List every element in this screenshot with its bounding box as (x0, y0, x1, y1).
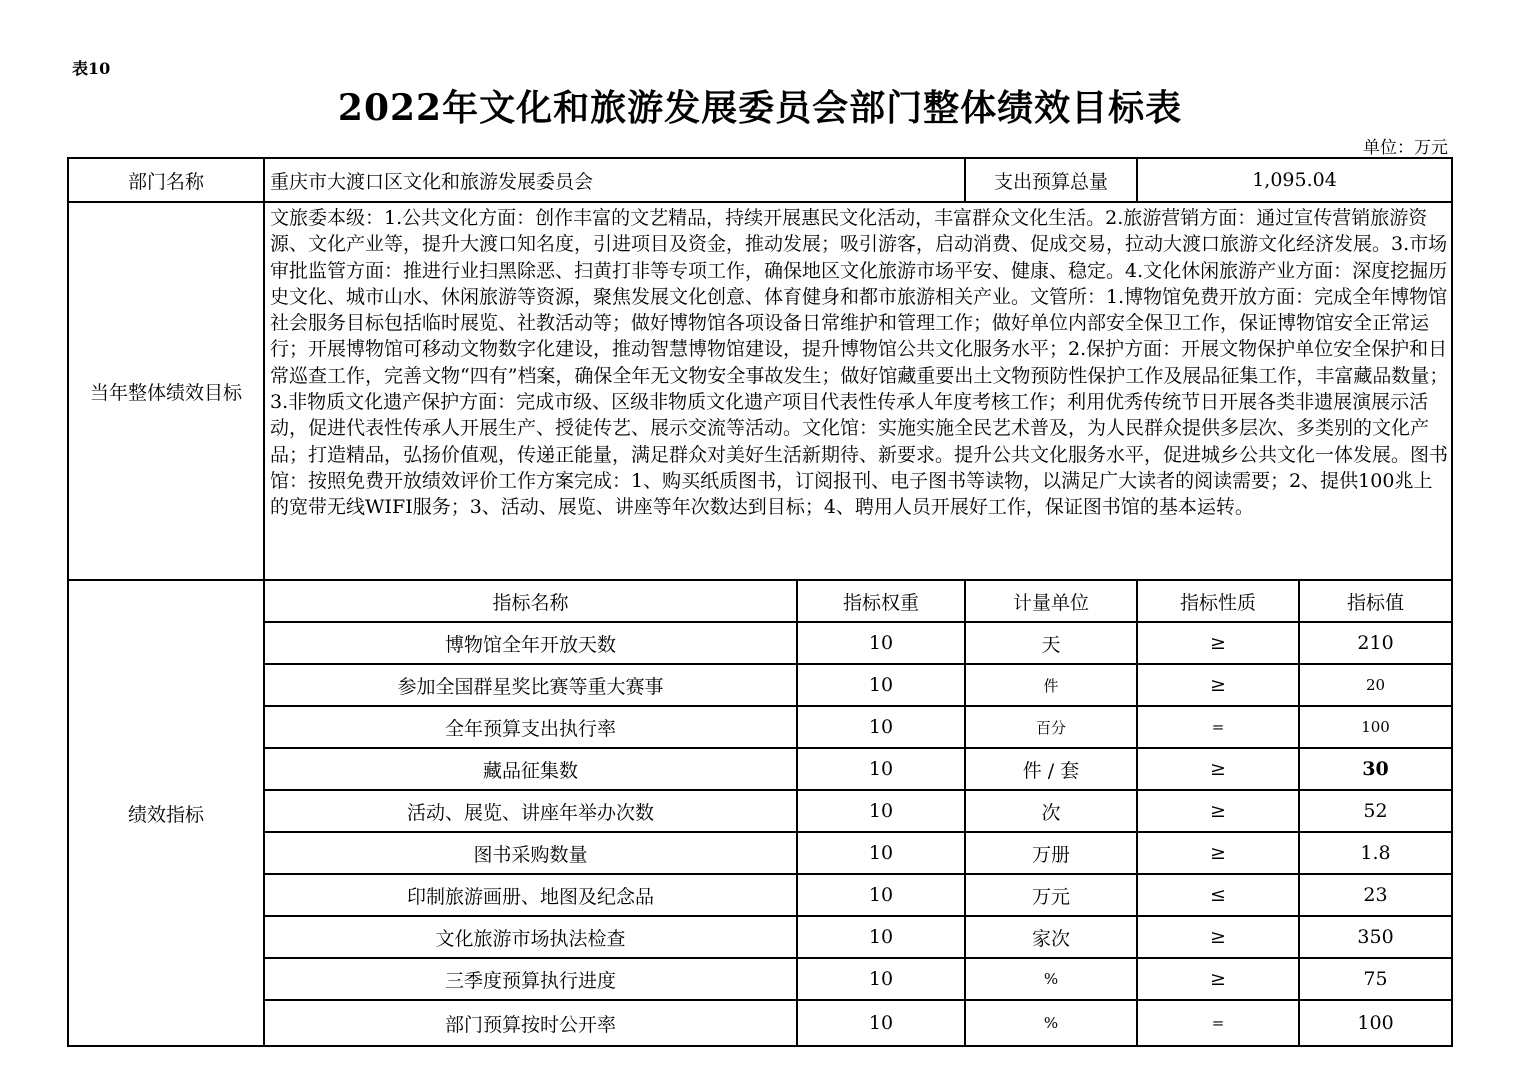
indicator-weight: 10 (797, 1000, 965, 1046)
dept-value: 重庆市大渡口区文化和旅游发展委员会 (264, 158, 965, 202)
indicator-name: 参加全国群星奖比赛等重大赛事 (264, 664, 797, 706)
table-number: 表10 (72, 59, 111, 78)
dept-label: 部门名称 (68, 158, 264, 202)
col-header-weight: 指标权重 (797, 580, 965, 622)
table-row (68, 706, 1452, 748)
indicator-nature: ≥ (1137, 664, 1299, 706)
indicator-value: 75 (1299, 958, 1452, 1000)
goal-row (68, 202, 1452, 580)
performance-table (67, 157, 1453, 1047)
indicator-name: 博物馆全年开放天数 (264, 622, 797, 664)
indicator-weight: 10 (797, 874, 965, 916)
table-row (68, 622, 1452, 664)
indicators-label: 绩效指标 (68, 580, 264, 1046)
indicator-nature: = (1137, 1000, 1299, 1046)
indicator-unit: 次 (965, 790, 1137, 832)
col-header-unit: 计量单位 (965, 580, 1137, 622)
indicator-value: 350 (1299, 916, 1452, 958)
header-row (68, 158, 1452, 202)
budget-label: 支出预算总量 (965, 158, 1137, 202)
unit-note: 单位：万元 (1363, 138, 1448, 158)
col-header-nature: 指标性质 (1137, 580, 1299, 622)
indicator-weight: 10 (797, 958, 965, 1000)
indicator-nature: ≥ (1137, 916, 1299, 958)
indicator-name: 活动、展览、讲座年举办次数 (264, 790, 797, 832)
indicator-name: 全年预算支出执行率 (264, 706, 797, 748)
indicator-nature: ≥ (1137, 748, 1299, 790)
table-row (68, 874, 1452, 916)
indicator-header-row (68, 580, 1452, 622)
indicator-value: 30 (1299, 748, 1452, 790)
indicator-weight: 10 (797, 832, 965, 874)
goal-label: 当年整体绩效目标 (68, 202, 264, 580)
indicator-name: 文化旅游市场执法检查 (264, 916, 797, 958)
indicator-value: 100 (1299, 1000, 1452, 1046)
page-title: 2022年文化和旅游发展委员会部门整体绩效目标表 (337, 87, 1183, 129)
indicator-unit: 百分 (965, 706, 1137, 748)
table-row (68, 664, 1452, 706)
indicator-name: 部门预算按时公开率 (264, 1000, 797, 1046)
indicator-unit: % (965, 958, 1137, 1000)
indicator-name: 印制旅游画册、地图及纪念品 (264, 874, 797, 916)
indicator-value: 23 (1299, 874, 1452, 916)
table-row (68, 748, 1452, 790)
table-row (68, 1000, 1452, 1046)
indicator-weight: 10 (797, 790, 965, 832)
indicator-unit: 天 (965, 622, 1137, 664)
indicator-value: 100 (1299, 706, 1452, 748)
table-row (68, 958, 1452, 1000)
indicator-unit: 件 (965, 664, 1137, 706)
indicator-name: 图书采购数量 (264, 832, 797, 874)
indicator-weight: 10 (797, 748, 965, 790)
indicator-value: 1.8 (1299, 832, 1452, 874)
col-header-value: 指标值 (1299, 580, 1452, 622)
indicator-value: 20 (1299, 664, 1452, 706)
indicator-weight: 10 (797, 664, 965, 706)
indicator-weight: 10 (797, 916, 965, 958)
indicator-unit: 万元 (965, 874, 1137, 916)
indicator-nature: ≤ (1137, 874, 1299, 916)
indicator-nature: = (1137, 706, 1299, 748)
indicator-name: 三季度预算执行进度 (264, 958, 797, 1000)
indicator-nature: ≥ (1137, 832, 1299, 874)
indicator-nature: ≥ (1137, 622, 1299, 664)
table-row (68, 790, 1452, 832)
indicator-nature: ≥ (1137, 790, 1299, 832)
indicator-unit: 万册 (965, 832, 1137, 874)
indicator-unit: % (965, 1000, 1137, 1046)
indicator-unit: 家次 (965, 916, 1137, 958)
budget-value: 1,095.04 (1137, 158, 1452, 202)
indicator-weight: 10 (797, 622, 965, 664)
indicator-value: 52 (1299, 790, 1452, 832)
col-header-name: 指标名称 (264, 580, 797, 622)
table-row (68, 832, 1452, 874)
indicator-unit: 件 / 套 (965, 748, 1137, 790)
indicator-nature: ≥ (1137, 958, 1299, 1000)
indicator-value: 210 (1299, 622, 1452, 664)
indicator-name: 藏品征集数 (264, 748, 797, 790)
table-row (68, 916, 1452, 958)
indicator-weight: 10 (797, 706, 965, 748)
goal-text: 文旅委本级：1.公共文化方面：创作丰富的文艺精品，持续开展惠民文化活动，丰富群众文化生活。2.旅游营销方面：通过宣传营销旅游资源、文化产业等，提升大渡口知名度，引进项目及资金，推动发展；吸引游客，启动消费、促成交易，拉动大渡口旅游文化经济发展。3.市场审批监管方面：推进行业扫黑除恶、扫黄打非等专项工作，确保地区文化旅游市场平安、健康、稳定。4.文化休闲旅游产业方面：深度挖掘历史文化、城市山水、休闲旅游等资源，聚焦发展文化创意、体育健身和都市旅游相关产业。文管所：1.博物馆免费开放方面：完成全年博物馆社会服务目标包括临时展览、社教活动等；做好博物馆各项设备日常维护和管理工作；做好单位内部安全保卫工作，保证博物馆安全正常运行；开展博物馆可移动文物数字化建设，推动智慧博物馆建设，提升博物馆公共文化服务水平；2.保护方面：开展文物保护单位安全保护和日常巡查工作，完善文物“四有”档案，确保全年无文物安全事故发生；做好馆藏重要出土文物预防性保护工作及展品征集工作，丰富藏品数量；3.非物质文化遗产保护方面：完成市级、区级非物质文化遗产项目代表性传承人年度考核工作；利用优秀传统节日开展各类非遗展演展示活动，促进代表性传承人开展生产、授徒传艺、展示交流等活动。文化馆：实施实施全民艺术普及，为人民群众提供多层次、多类别的文化产品；打造精品，弘扬价值观，传递正能量，满足群众对美好生活新期待、新要求。提升公共文化服务水平，促进城乡公共文化一体发展。图书馆：按照免费开放绩效评价工作方案完成：1、购买纸质图书，订阅报刊、电子图书等读物，以满足广大读者的阅读需要；2、提供100兆上的宽带无线WIFI服务；3、活动、展览、讲座等年次数达到目标；4、聘用人员开展好工作，保证图书馆的基本运转。 (264, 202, 1452, 580)
